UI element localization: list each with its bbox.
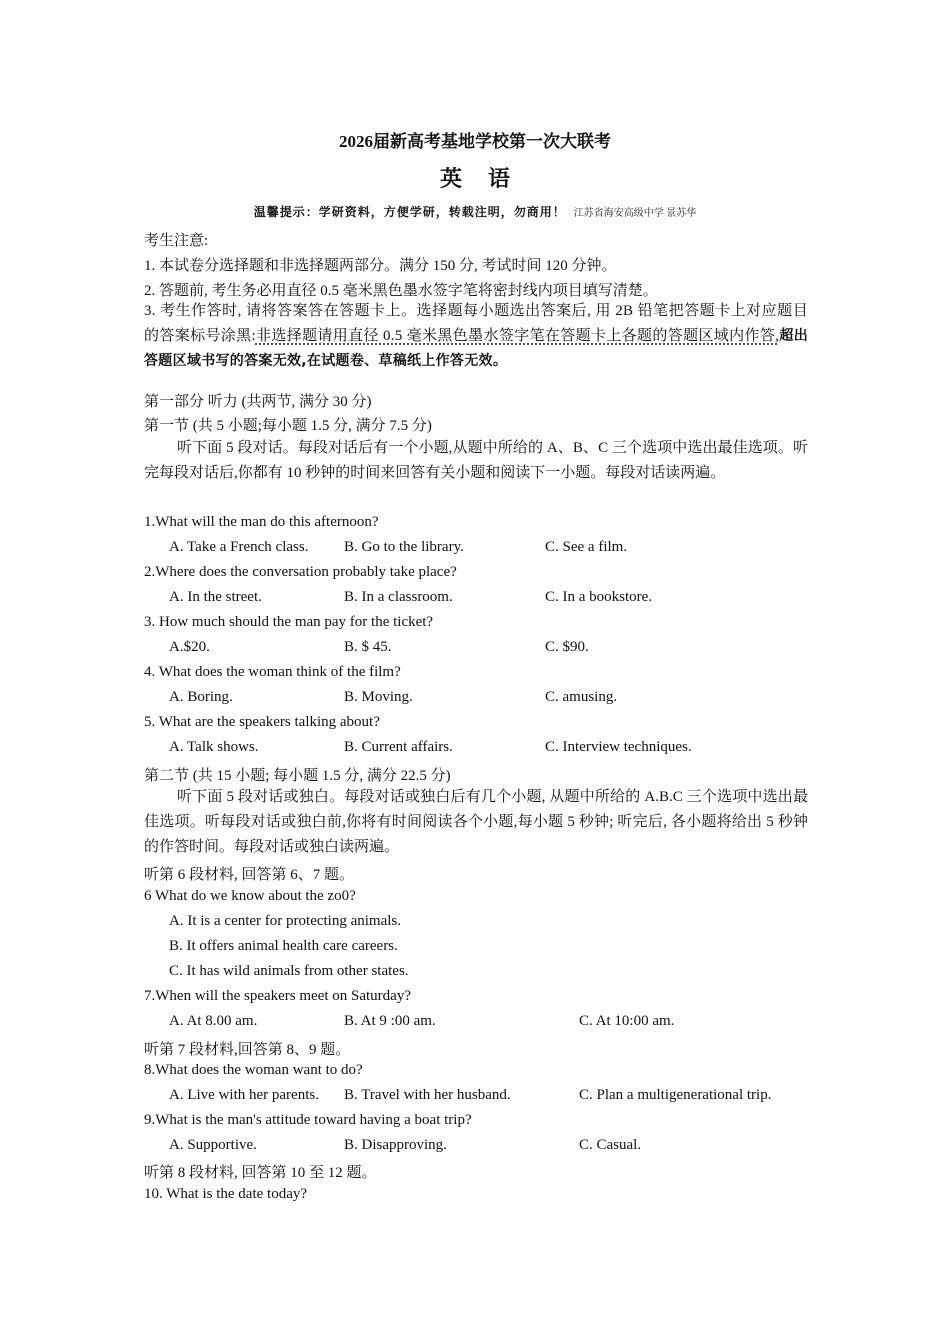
question-2: 2.Where does the conversation probably take place?	[144, 564, 457, 580]
question-3: 3. How much should the man pay for the ticket?	[144, 614, 434, 630]
section2-instructions: 听下面 5 段对话或独白。每段对话或独白后有几个小题, 从题中所给的 A.B.C 三个选项中选出最佳选项。听每段对话或独白前,你将有时间阅读各个小题,每小题 5 秒钟; 听完后, 各小题将给出 5 秒钟的作答时间。每段对话或独白读两遍。	[144, 789, 808, 855]
reminder-source: 江苏省海安高级中学 景苏华	[573, 208, 697, 219]
question-7-option-b: B. At 9 :00 am.	[344, 1013, 436, 1029]
question-4-option-c: C. amusing.	[545, 689, 618, 705]
question-6: 6 What do we know about the zo0?	[144, 888, 356, 904]
note-item-3-warning: 超出答题区域书写的答案无效,在试题卷、草稿纸上作答无效。	[144, 328, 808, 369]
reminder-text: 温馨提示：学研资料，方便学研，转载注明，勿商用！	[253, 205, 566, 219]
question-9-option-a: A. Supportive.	[169, 1137, 257, 1153]
page-title: 2026届新高考基地学校第一次大联考	[339, 132, 611, 151]
note-item-1: 1. 本试卷分选择题和非选择题两部分。满分 150 分, 考试时间 120 分钟。	[144, 258, 617, 274]
reminder-line	[0, 203, 950, 220]
question-9-option-c: C. Casual.	[579, 1137, 642, 1153]
note-item-3-dotted: 非选择题请用直径 0.5 毫米黑色墨水签字笔在答题卡上各题的答题区域内作答,	[255, 328, 780, 344]
material-6-heading: 听第 6 段材料, 回答第 6、7 题。	[144, 867, 355, 883]
question-6-option-c: C. It has wild animals from other states.	[169, 963, 409, 979]
question-8-option-a: A. Live with her parents.	[169, 1087, 319, 1103]
note-item-3	[144, 299, 808, 374]
question-7-option-c: C. At 10:00 am.	[579, 1013, 675, 1029]
question-8-option-c: C. Plan a multigenerational trip.	[579, 1087, 772, 1103]
question-1-option-c: C. See a film.	[545, 539, 628, 555]
section1-heading: 第一节 (共 5 小题;每小题 1.5 分, 满分 7.5 分)	[144, 418, 432, 434]
section2-heading: 第二节 (共 15 小题; 每小题 1.5 分, 满分 22.5 分)	[144, 768, 451, 784]
question-4-option-b: B. Moving.	[344, 689, 413, 705]
question-5-option-c: C. Interview techniques.	[545, 739, 692, 755]
question-9: 9.What is the man's attitude toward having a boat trip?	[144, 1112, 472, 1128]
material-7-heading: 听第 7 段材料,回答第 8、9 题。	[144, 1042, 351, 1058]
question-3-option-a: A.$20.	[169, 639, 210, 655]
question-5: 5. What are the speakers talking about?	[144, 714, 380, 730]
question-6-option-a: A. It is a center for protecting animals.	[169, 913, 402, 929]
subject-title: 英语	[439, 166, 536, 191]
question-1-option-b: B. Go to the library.	[344, 539, 464, 555]
question-2-option-a: A. In the street.	[169, 589, 262, 605]
question-8-option-b: B. Travel with her husband.	[344, 1087, 511, 1103]
question-3-option-b: B. $ 45.	[344, 639, 392, 655]
question-4: 4. What does the woman think of the film?	[144, 664, 401, 680]
section1-instructions: 听下面 5 段对话。每段对话后有一个小题,从题中所给的 A、B、C 三个选项中选出最佳选项。听完每段对话后,你都有 10 秒钟的时间来回答有关小题和阅读下一小题。每段对话读两遍。	[144, 440, 808, 481]
question-5-option-b: B. Current affairs.	[344, 739, 453, 755]
question-7: 7.When will the speakers meet on Saturday?	[144, 988, 411, 1004]
notes-heading: 考生注意:	[144, 233, 209, 249]
note-item-3-text: 3. 考生作答时, 请将答案答在答题卡上。选择题每小题选出答案后, 用 2B 铅笔把答题卡上对应题目的答案标号涂黑:	[144, 303, 808, 344]
question-9-option-b: B. Disapproving.	[344, 1137, 447, 1153]
question-8: 8.What does the woman want to do?	[144, 1062, 363, 1078]
material-8-heading: 听第 8 段材料, 回答第 10 至 12 题。	[144, 1165, 377, 1181]
question-3-option-c: C. $90.	[545, 639, 589, 655]
question-5-option-a: A. Talk shows.	[169, 739, 259, 755]
question-1-option-a: A. Take a French class.	[169, 539, 309, 555]
question-10: 10. What is the date today?	[144, 1186, 308, 1202]
question-7-option-a: A. At 8.00 am.	[169, 1013, 258, 1029]
part1-heading: 第一部分 听力 (共两节, 满分 30 分)	[144, 394, 372, 410]
question-2-option-b: B. In a classroom.	[344, 589, 453, 605]
question-2-option-c: C. In a bookstore.	[545, 589, 653, 605]
question-4-option-a: A. Boring.	[169, 689, 233, 705]
question-6-option-b: B. It offers animal health care careers.	[169, 938, 398, 954]
note-item-2: 2. 答题前, 考生务必用直径 0.5 毫米黑色墨水签字笔将密封线内项目填写清楚。	[144, 283, 658, 299]
question-1: 1.What will the man do this afternoon?	[144, 514, 379, 530]
